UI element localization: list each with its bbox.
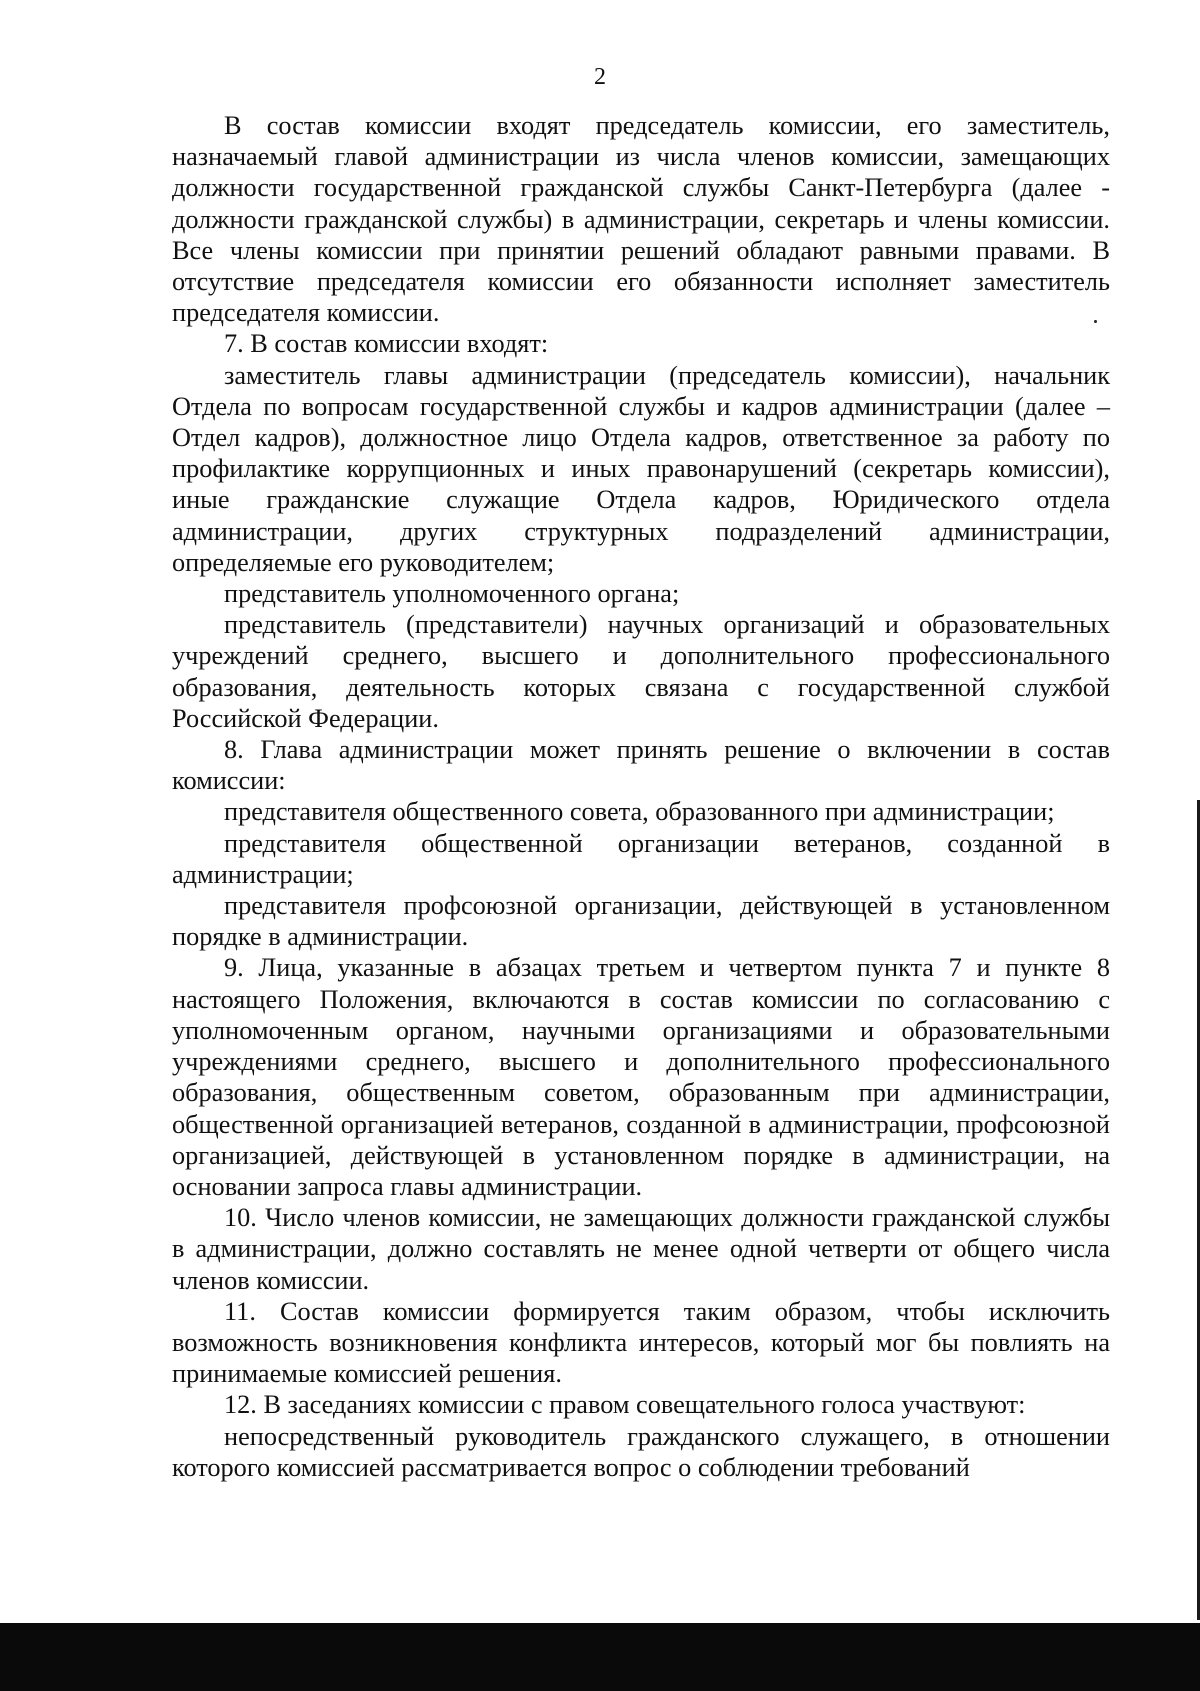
paragraph-item-8-veterans: представителя общественной организации ветеранов, созданной в администрации; bbox=[172, 828, 1110, 889]
paragraph-commission-composition: В состав комиссии входят председатель комиссии, его заместитель, назначаемый главой администрации из числа членов комиссии, замещающих должности государственной гражданской службы Санкт-Петербурга (далее - должности гражданской службы) в администрации, секретарь и члены комиссии. Все члены комиссии при принятии решений обладают равными правами. В отсутствие председателя комиссии его обязанности исполняет заместитель председателя комиссии. bbox=[172, 111, 1110, 328]
page-number: 2 bbox=[594, 64, 606, 90]
paragraph-item-8-public-council: представителя общественного совета, образованного при администрации; bbox=[224, 797, 1055, 827]
paragraph-item-9: 9. Лица, указанные в абзацах третьем и четвертом пункта 7 и пункте 8 настоящего Положения, включаются в состав комиссии по согласованию с уполномоченным органом, научными организациями и образовательными учреждениями среднего, высшего и дополнительного профессионального образования, общественным советом, образованным при администрации, общественной организацией ветеранов, созданной в администрации, профсоюзной организацией, действующей в установленном порядке в администрации, на основании запроса главы администрации. bbox=[172, 953, 1110, 1201]
paragraph-item-8: 8. Глава администрации может принять решение о включении в состав комиссии: bbox=[172, 735, 1110, 796]
paragraph-item-7-deputy-head: заместитель главы администрации (председатель комиссии), начальник Отдела по вопросам государственной службы и кадров администрации (далее – Отдел кадров), должностное лицо Отдела кадров, ответственное за работу по профилактике коррупционных и иных правонарушений (секретарь комиссии), иные гражданские служащие Отдела кадров, Юридического отдела администрации, других структурных подразделений администрации, определяемые его руководителем; bbox=[172, 360, 1110, 577]
paragraph-item-12: 12. В заседаниях комиссии с правом совещательного голоса участвуют: bbox=[224, 1390, 1026, 1420]
paragraph-item-7-scientific-organizations: представитель (представители) научных организаций и образовательных учреждений среднего, высшего и дополнительного профессионального образования, деятельность которых связана с государственной службой Российской Федерации. bbox=[172, 610, 1110, 733]
paragraph-item-8-trade-union: представителя профсоюзной организации, действующей в установленном порядке в администрации. bbox=[172, 891, 1110, 952]
paragraph-item-7: 7. В состав комиссии входят: bbox=[224, 329, 549, 359]
paragraph-item-7-authorized-body: представитель уполномоченного органа; bbox=[224, 579, 680, 609]
scan-bottom-band bbox=[0, 1623, 1200, 1691]
paragraph-item-12-supervisor: непосредственный руководитель гражданского служащего, в отношении которого комиссией рассматривается вопрос о соблюдении требований bbox=[172, 1421, 1110, 1482]
document-body bbox=[172, 110, 1110, 1483]
paragraph-item-11: 11. Состав комиссии формируется таким образом, чтобы исключить возможность возникновения конфликта интересов, который мог бы повлиять на принимаемые комиссией решения. bbox=[172, 1296, 1110, 1389]
paragraph-item-10: 10. Число членов комиссии, не замещающих должности гражданской службы в администрации, должно составлять не менее одной четверти от общего числа членов комиссии. bbox=[172, 1203, 1110, 1295]
scan-speck bbox=[1094, 320, 1097, 323]
